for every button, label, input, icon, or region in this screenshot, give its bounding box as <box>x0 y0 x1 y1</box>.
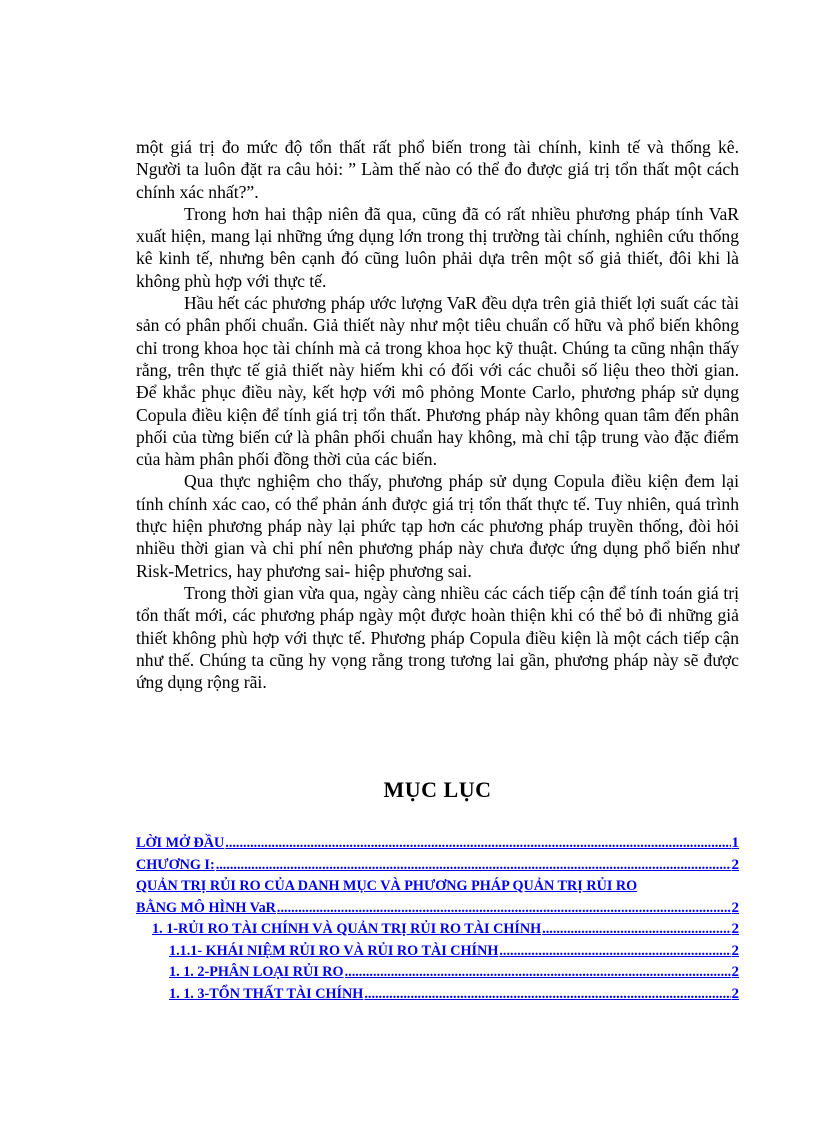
toc-leader-dots <box>364 984 730 1005</box>
toc-page-number: 2 <box>731 942 739 959</box>
toc-entry-text: LỜI MỞ ĐẦU <box>136 835 225 851</box>
toc-entry-text: 1.1.1- KHÁI NIỆM RỦI RO VÀ RỦI RO TÀI CHÍNH <box>169 942 499 959</box>
toc-entry-1-1-2[interactable] <box>136 962 739 984</box>
toc-leader-dots <box>216 855 731 876</box>
paragraph-1: một giá trị đo mức độ tổn thất rất phổ biến trong tài chính, kinh tế và thống kê. Người ta luôn đặt ra câu hỏi: ” Làm thế nào có thể đo được giá trị tổn thất một cách chính xác nhất?”. <box>136 137 739 202</box>
toc-entry-text: 1. 1. 3-TỔN THẤT TÀI CHÍNH <box>169 985 364 1002</box>
toc-entry-text: 1. 1. 2-PHÂN LOẠI RỦI RO <box>169 964 344 980</box>
toc-title: MỤC LỤC <box>383 777 492 802</box>
toc-entry-text-line1: QUẢN TRỊ RỦI RO CỦA DANH MỤC VÀ PHƯƠNG PHÁP QUẢN TRỊ RỦI RO <box>136 878 638 894</box>
toc-page-number: 2 <box>731 856 739 873</box>
toc-leader-dots <box>499 941 730 962</box>
toc-entry-1-1[interactable] <box>136 919 739 941</box>
paragraph-5: Trong thời gian vừa qua, ngày càng nhiều các cách tiếp cận để tính toán giá trị tổn thất mới, các phương pháp ngày một được hoàn thiện khi có thể bỏ đi những giả thiết không phù hợp với thực tế. Phương pháp Copula điều kiện là một cách tiếp cận như thế. Chúng ta cũng hy vọng rằng trong tương lai gần, phương pháp này sẽ được ứng dụng rộng rãi. <box>136 582 739 693</box>
table-of-contents <box>136 833 739 1005</box>
toc-page-number: 1 <box>731 835 739 851</box>
paragraph-4: Qua thực nghiệm cho thấy, phương pháp sử dụng Copula điều kiện đem lại tính chính xác cao, có thể phản ánh được giá trị tổn thất thực tế. Tuy nhiên, quá trình thực hiện phương pháp này lại phức tạp hơn các phương pháp truyền thống, đòi hỏi nhiều thời gian và chi phí nên phương pháp này chưa được ứng dụng phổ biến như Risk-Metrics, hay phương sai- hiệp phương sai. <box>136 471 739 581</box>
toc-leader-dots <box>225 833 730 854</box>
toc-entry-chuong-1[interactable] <box>136 855 739 877</box>
toc-page-number: 2 <box>731 899 739 916</box>
toc-page-number: 2 <box>731 921 739 937</box>
toc-entry-1-1-1[interactable] <box>136 941 739 963</box>
toc-entry-text: 1. 1-RỦI RO TÀI CHÍNH VÀ QUẢN TRỊ RỦI RO TÀI CHÍNH <box>152 921 542 937</box>
toc-leader-dots <box>345 962 731 983</box>
paragraph-3: Hầu hết các phương pháp ước lượng VaR đều dựa trên giả thiết lợi suất các tài sản có phân phối chuẩn. Giả thiết này như một tiêu chuẩn cố hữu và phổ biến không chỉ trong khoa học tài chính mà cả trong khoa học kỹ thuật. Chúng ta cũng nhận thấy rằng, trên thực tế giả thiết này hiếm khi có đối với các chuỗi số liệu theo thời gian. Để khắc phục điều này, kết hợp với mô phỏng Monte Carlo, phương pháp sử dụng Copula điều kiện để tính giá trị tổn thất. Phương pháp này không quan tâm đến phân phối của từng biến cứ là phân phối chuẩn hay không, mà chỉ tập trung vào đặc điểm của hàm phân phối đồng thời của các biến. <box>136 293 739 470</box>
toc-entry-line2 <box>136 898 739 920</box>
toc-leader-dots <box>542 919 730 940</box>
paragraph-2: Trong hơn hai thập niên đã qua, cũng đã có rất nhiều phương pháp tính VaR xuất hiện, mang lại những ứng dụng lớn trong thị trường tài chính, nghiên cứu thống kê kinh tế, nhưng bên cạnh đó cũng luôn phải dựa trên một số giả thiết, đôi khi là không phù hợp với thực tế. <box>136 203 739 291</box>
toc-entry-loi-mo-dau[interactable] <box>136 833 739 855</box>
toc-entry-1-1-3[interactable] <box>136 984 739 1006</box>
toc-leader-dots <box>277 898 731 919</box>
toc-page-number: 2 <box>731 985 739 1002</box>
toc-page-number: 2 <box>731 964 739 980</box>
toc-entry-text: CHƯƠNG I: <box>136 856 215 873</box>
toc-entry-quan-tri-rui-ro[interactable] <box>136 876 739 919</box>
toc-entry-text-line2: BẰNG MÔ HÌNH VaR <box>136 899 276 916</box>
body-text <box>136 136 739 693</box>
